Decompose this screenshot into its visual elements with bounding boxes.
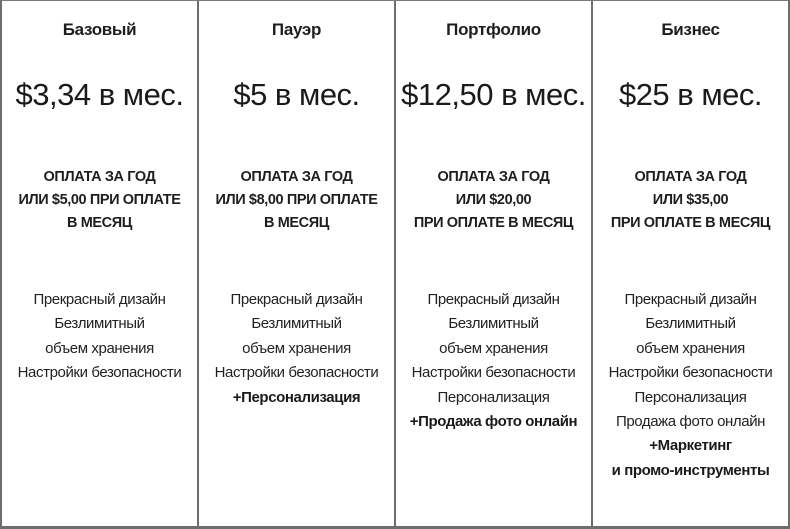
billing-line: ПРИ ОПЛАТЕ В МЕСЯЦ xyxy=(610,215,771,231)
plan-column-business xyxy=(591,1,788,526)
feature-item: объем хранения xyxy=(242,339,351,357)
feature-item: Прекрасный дизайн xyxy=(33,291,166,308)
billing-line: ПРИ ОПЛАТЕ В МЕСЯЦ xyxy=(413,215,574,231)
billing-terms xyxy=(593,166,788,235)
plan-column-basic xyxy=(2,1,197,526)
plan-name: Бизнес xyxy=(661,20,720,39)
billing-line: ОПЛАТА ЗА ГОД xyxy=(437,169,550,185)
feature-item: Настройки безопасности xyxy=(214,364,379,382)
feature-list xyxy=(2,288,197,386)
feature-list xyxy=(593,288,788,483)
feature-item: Настройки безопасности xyxy=(411,364,576,382)
feature-item: Безлимитный xyxy=(448,315,539,333)
billing-terms xyxy=(199,166,394,235)
billing-line: ИЛИ $35,00 xyxy=(652,192,729,208)
feature-item: Безлимитный xyxy=(251,315,342,333)
billing-line: ИЛИ $8,00 ПРИ ОПЛАТЕ xyxy=(215,192,378,208)
plan-price: $5 в мес. xyxy=(233,77,360,112)
feature-item: Безлимитный xyxy=(54,315,145,333)
feature-list xyxy=(199,288,394,410)
plan-column-portfolio xyxy=(394,1,591,526)
billing-line: ОПЛАТА ЗА ГОД xyxy=(43,169,156,185)
billing-line: В МЕСЯЦ xyxy=(67,215,132,231)
plan-column-power xyxy=(197,1,394,526)
feature-item: Безлимитный xyxy=(645,315,736,333)
plan-name: Базовый xyxy=(62,20,137,39)
feature-item: Персонализация xyxy=(437,388,550,406)
feature-item-added: +Продажа фото онлайн xyxy=(409,413,578,431)
feature-item: Прекрасный дизайн xyxy=(624,291,757,308)
feature-item: Настройки безопасности xyxy=(608,364,773,382)
feature-item: объем хранения xyxy=(439,339,548,357)
plan-name: Пауэр xyxy=(271,20,322,39)
billing-line: ИЛИ $20,00 xyxy=(455,192,532,208)
feature-item: Прекрасный дизайн xyxy=(427,291,560,308)
feature-item: объем хранения xyxy=(45,339,154,357)
feature-item-added: +Персонализация xyxy=(232,388,361,406)
feature-list xyxy=(396,288,591,434)
billing-line: ИЛИ $5,00 ПРИ ОПЛАТЕ xyxy=(18,192,181,208)
billing-line: ОПЛАТА ЗА ГОД xyxy=(240,169,353,185)
billing-line: В МЕСЯЦ xyxy=(264,215,329,231)
plan-price: $25 в мес. xyxy=(618,77,763,112)
billing-terms xyxy=(396,166,591,235)
plan-name: Портфолио xyxy=(446,20,541,39)
plan-price: $3,34 в мес. xyxy=(15,77,184,112)
feature-item-added: и промо-инструменты xyxy=(611,461,770,479)
feature-item: Персонализация xyxy=(634,388,747,406)
billing-line: ОПЛАТА ЗА ГОД xyxy=(634,169,747,185)
feature-item: объем хранения xyxy=(636,339,745,357)
plan-price: $12,50 в мес. xyxy=(401,77,586,112)
billing-terms xyxy=(2,166,197,235)
feature-item-added: +Маркетинг xyxy=(649,437,732,455)
feature-item: Прекрасный дизайн xyxy=(230,291,363,308)
feature-item: Продажа фото онлайн xyxy=(615,413,766,431)
feature-item: Настройки безопасности xyxy=(17,364,182,382)
